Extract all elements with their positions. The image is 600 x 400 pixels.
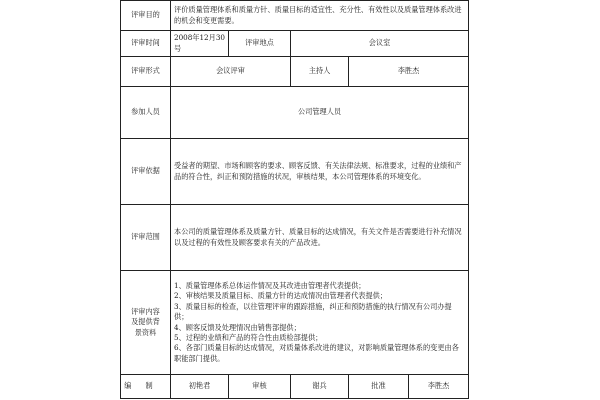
scope-label: 评审范围 <box>121 205 171 271</box>
content-items <box>171 271 469 375</box>
content-item: 1、质量管理体系总体运作情况及其改进由管理者代表提供； <box>174 280 366 290</box>
place-label: 评审地点 <box>229 31 291 57</box>
basis-label: 评审依据 <box>121 139 171 205</box>
approve-name: 李胜杰 <box>409 375 469 399</box>
place-value: 会议室 <box>291 31 469 57</box>
compile-name: 初艳君 <box>171 375 229 399</box>
content-item: 5、过程的业绩和产品的符合性由质检部提供； <box>174 332 323 342</box>
form-value: 会议评审 <box>171 57 291 87</box>
purpose-label: 评审目的 <box>121 1 171 31</box>
compile-label: 编制 <box>121 375 171 399</box>
attendees-label: 参加人员 <box>121 87 171 139</box>
basis-text: 受益者的期望、市场和顾客的要求、顾客反馈、有关法律法规、标准要求，过程的业绩和产品的符合性，纠正和预防措施的状况，审核结果，本公司管理体系的环境变化。 <box>171 139 469 205</box>
review-name: 谢兵 <box>291 375 349 399</box>
approve-label: 批准 <box>349 375 409 399</box>
host-label: 主持人 <box>291 57 349 87</box>
content-item: 4、顾客反馈及处理情况由销售部提供； <box>174 322 301 332</box>
purpose-row <box>121 1 469 31</box>
content-row <box>121 271 469 375</box>
form-row <box>121 57 469 87</box>
scope-text: 本公司的质量管理体系及质量方针、质量目标的达成情况，有关文件是否需要进行补充情况以及过程的有效性及顾客要求有关的产品改进。 <box>171 205 469 271</box>
attendees-value: 公司管理人员 <box>171 87 469 139</box>
content-item: 3、质量目标的检查，以往管理评审的跟踪措施，纠正和预防措施的执行情况有公司办提供； <box>174 301 452 322</box>
time-label: 评审时间 <box>121 31 171 57</box>
purpose-text: 评价质量管理体系和质量方针、质量目标的适宜性、充分性、有效性以及质量管理体系改进的机会和变更需要。 <box>171 1 469 31</box>
content-label-line: 景资料 <box>134 327 157 337</box>
review-plan-sheet <box>120 0 468 400</box>
attendees-row <box>121 87 469 139</box>
content-label-line: 及提供背 <box>131 317 160 327</box>
signoff-row <box>121 375 469 399</box>
host-value: 李胜杰 <box>349 57 469 87</box>
scope-row <box>121 205 469 271</box>
time-value: 2008年12月30号 <box>171 31 229 57</box>
review-label: 审核 <box>229 375 291 399</box>
content-label-line: 评审内容 <box>131 306 160 316</box>
review-plan-table <box>120 0 469 399</box>
basis-row <box>121 139 469 205</box>
content-item: 2、审核结果及质量目标、质量方针的达成情况由管理者代表提供； <box>174 291 388 301</box>
content-item: 6、各部门质量目标的达成情况，对质量体系改进的建议，对影响质量管理体系的变更由各职能部门提供。 <box>174 343 459 363</box>
form-label: 评审形式 <box>121 57 171 87</box>
time-row <box>121 31 469 57</box>
content-label <box>121 271 171 375</box>
